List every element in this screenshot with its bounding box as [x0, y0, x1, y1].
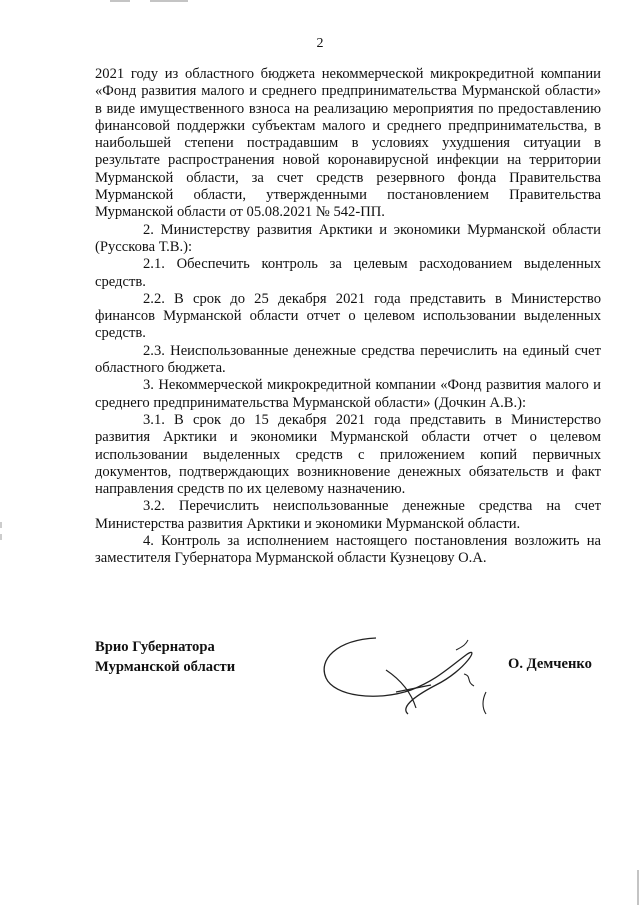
paragraph-item-3: 3. Некоммерческой микрокредитной компании «Фонд развития малого и среднего предпринимательства Мурманской области» (Дочкин А.В.):	[95, 377, 601, 411]
scan-top-mark	[110, 0, 190, 4]
signatory-title-line1: Врио Губернатора	[95, 639, 215, 655]
paragraph-continuation: 2021 году из областного бюджета некоммерческой микрокредитной компании «Фонд развития малого и среднего предпринимательства Мурманской области» в виде имущественного взноса на реализацию мероприятия по предоставлению финансовой поддержки субъектам малого и среднего предпринимательства, в наибольшей степени пострадавшим в условиях ухудшения ситуации в результате распространения новой коронавирусной инфекции на территории Мурманской области, за счет средств резервного фонда Правительства Мурманской области, утвержденными постановлением Правительства Мурманской области от 05.08.2021 № 542-ПП.	[95, 66, 601, 221]
paragraph-item-3-1: 3.1. В срок до 15 декабря 2021 года представить в Министерство развития Арктики и экономики Мурманской области отчет о целевом использовании выделенных средств с приложением копий первичных документов, подтверждающих возникновение денежных обязательств и факт направления средств по их целевому назначению.	[95, 411, 601, 498]
paragraph-item-2-3: 2.3. Неиспользованные денежные средства перечислить на единый счет областного бюджета.	[95, 342, 601, 377]
signatory-title	[95, 637, 235, 677]
scan-edge-mark-right	[634, 870, 640, 905]
paragraph-item-2: 2. Министерству развития Арктики и экономики Мурманской области (Русскова Т.В.):	[95, 221, 601, 255]
scan-edge-mark-left	[0, 520, 4, 544]
document-body	[95, 66, 601, 568]
paragraph-item-4: 4. Контроль за исполнением настоящего постановления возложить на заместителя Губернатора Мурманской области Кузнецову О.А.	[95, 533, 601, 567]
paragraph-item-2-2: 2.2. В срок до 25 декабря 2021 года представить в Министерство финансов Мурманской области отчет о целевом использовании выделенных средств.	[95, 290, 601, 342]
paragraph-item-2-1: 2.1. Обеспечить контроль за целевым расходованием выделенных средств.	[95, 256, 601, 290]
paragraph-item-3-2: 3.2. Перечислить неиспользованные денежные средства на счет Министерства развития Арктики и экономики Мурманской области.	[95, 498, 601, 532]
signatory-title-line2: Мурманской области	[95, 659, 236, 675]
page-number: 2	[316, 36, 324, 51]
handwritten-signature	[316, 630, 506, 720]
signatory-name: О. Демченко	[508, 656, 592, 672]
